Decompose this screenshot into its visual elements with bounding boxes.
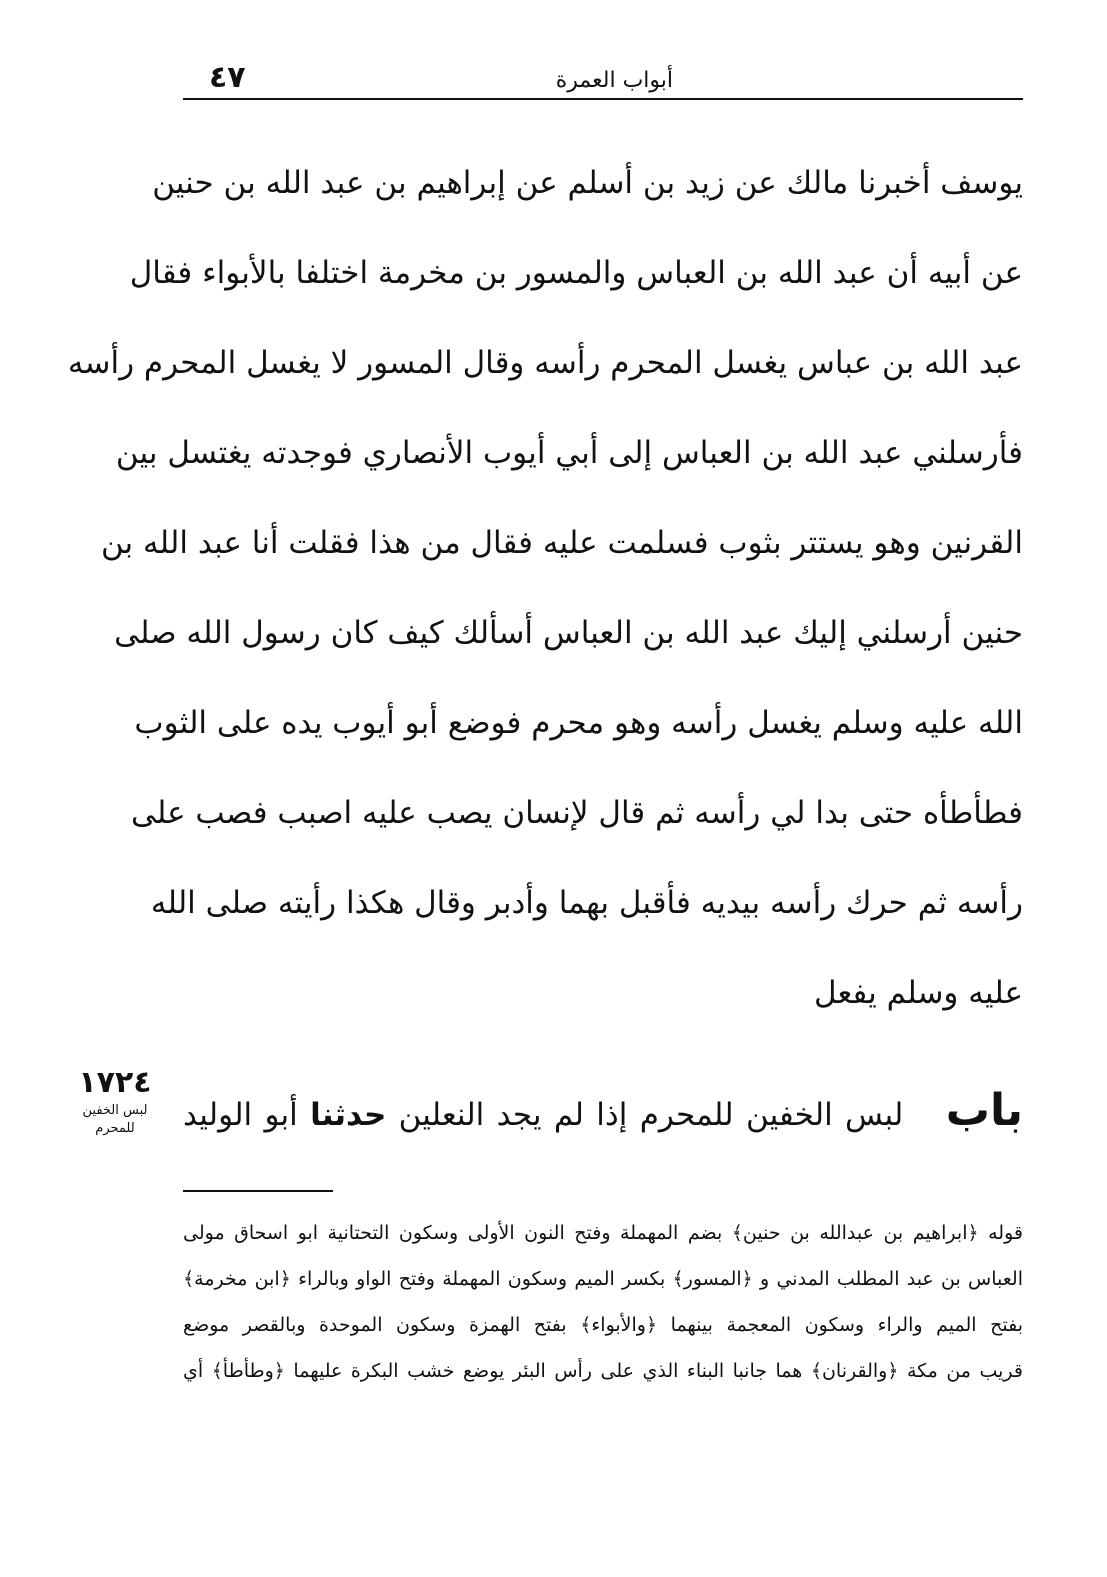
margin-note-line: لبس الخفين — [82, 1103, 148, 1118]
chapter-title: لبس الخفين للمحرم إذا لم يجد النعلين — [398, 1097, 904, 1133]
text-line: القرنين وهو يستتر بثوب فسلمت عليه فقال من هذا فقلت أنا عبد الله بن — [100, 525, 1023, 561]
footnote-rule — [183, 1190, 333, 1192]
running-header — [183, 58, 1023, 100]
footnote-line: قريب من مكة ﴿والقرنان﴾ هما جانبا البناء الذي على رأس البئر يوضع خشب البكرة عليهما ﴿وطأطأ﴾ أي — [183, 1360, 1023, 1382]
text-line: يوسف أخبرنا مالك عن زيد بن أسلم عن إبراهيم بن عبد الله بن حنين — [152, 165, 1023, 201]
text-line: حنين أرسلني إليك عبد الله بن العباس أسألك كيف كان رسول الله صلى — [114, 615, 1023, 651]
footnotes — [183, 1210, 1023, 1394]
text-line: فأرسلني عبد الله بن العباس إلى أبي أيوب الأنصاري فوجدته يغتسل بين — [115, 435, 1023, 471]
haddathana-word: حدثنا — [310, 1097, 387, 1133]
margin-note — [62, 1102, 168, 1138]
main-text — [67, 138, 1023, 1038]
chapter-label: باب — [945, 1085, 1023, 1136]
footnote-line: بفتح الميم والراء وسكون المعجمة بينهما ﴿والأبواء﴾ بفتح الهمزة وسكون الموحدة وبالقصر موضع — [183, 1314, 1023, 1336]
text-line: عبد الله بن عباس يغسل المحرم رأسه وقال المسور لا يغسل المحرم رأسه — [67, 345, 1023, 381]
margin-note-line: للمحرم — [95, 1121, 135, 1136]
text-line: عليه وسلم يفعل — [813, 975, 1023, 1011]
narrator-name: أبو الوليد — [183, 1097, 298, 1133]
running-title: أبواب العمرة — [555, 68, 673, 93]
text-line: الله عليه وسلم يغسل رأسه وهو محرم فوضع أبو أيوب يده على الثوب — [134, 705, 1023, 741]
header-rule — [183, 98, 1023, 100]
page-number: ٤٧ — [209, 60, 246, 95]
hadith-number: ١٧٢٤ — [78, 1065, 152, 1100]
text-line: عن أبيه أن عبد الله بن العباس والمسور بن مخرمة اختلفا بالأبواء فقال — [129, 255, 1023, 291]
footnote-line: قوله ﴿ابراهيم بن عبدالله بن حنين﴾ بضم المهملة وفتح النون الأولى وسكون التحتانية ابو اسحاق مولى — [183, 1222, 1023, 1244]
text-line: فطأطأه حتى بدا لي رأسه ثم قال لإنسان يصب عليه اصبب فصب على — [130, 795, 1023, 831]
chapter-heading — [183, 1085, 1023, 1155]
footnote-line: العباس بن عبد المطلب المدني و ﴿المسور﴾ بكسر الميم وسكون المهملة وفتح الواو وبالراء ﴿ابن مخرمة﴾ — [183, 1268, 1023, 1290]
text-line: رأسه ثم حرك رأسه بيديه فأقبل بهما وأدبر وقال هكذا رأيته صلى الله — [150, 885, 1023, 921]
